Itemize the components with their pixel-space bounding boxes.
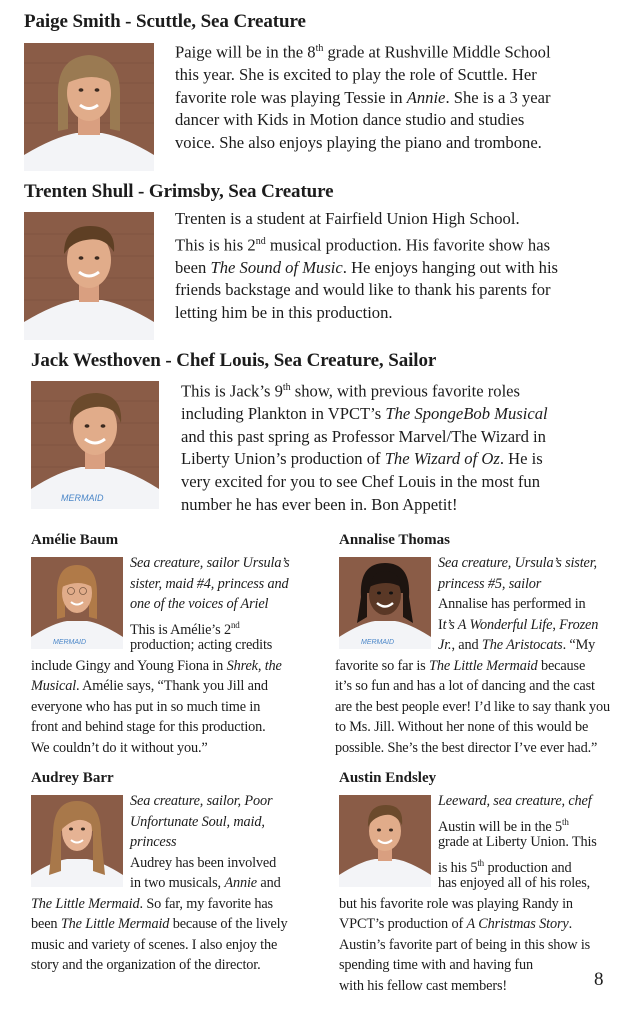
- bio-line: This is his 2nd musical production. His favorite show has: [175, 235, 551, 255]
- bio-line: and this past spring as Professor Marvel/The Wizard in: [181, 426, 546, 446]
- bio-text: [181, 377, 548, 516]
- bio-text: [175, 208, 558, 325]
- bio-line: It’s A Wonderful Life, Frozen: [438, 617, 599, 633]
- bio-line: been The Little Mermaid because of the lively: [31, 916, 288, 932]
- role-line: Unfortunate Soul, maid,: [130, 813, 265, 830]
- bio-line: is his 5th production and: [438, 858, 572, 876]
- bio-line: story and the organization of the director.: [31, 957, 261, 973]
- bio-line: voice. She also enjoys playing the piano and trombone.: [175, 132, 542, 152]
- bio-paige-smith: [24, 11, 623, 152]
- bio-line: Paige will be in the 8th grade at Rushville Middle School: [175, 42, 551, 62]
- bio-line: with his fellow cast members!: [339, 978, 507, 994]
- cast-name-heading: Trenten Shull - Grimsby, Sea Creature: [24, 181, 334, 202]
- bio-line: spending time with and having fun: [339, 957, 533, 973]
- bio-jack-westhoven: [31, 350, 623, 514]
- cast-photo: [339, 795, 431, 887]
- cast-photo: [31, 795, 123, 887]
- bio-trenten-shull: [24, 181, 623, 322]
- bio-line: Audrey has been involved: [130, 855, 277, 871]
- bio-line: VPCT’s production of A Christmas Story.: [339, 916, 572, 932]
- role-line: princess: [130, 834, 177, 850]
- cast-photo: [24, 212, 154, 340]
- role-line: sister, maid #4, princess and: [130, 575, 289, 592]
- cast-name-heading: Amélie Baum: [31, 532, 119, 548]
- bio-line: it’s so fun and has a lot of dancing and the cast: [335, 678, 595, 694]
- bio-line: Liberty Union’s production of The Wizard of Oz. He is: [181, 449, 543, 469]
- cast-name-heading: Austin Endsley: [339, 770, 437, 786]
- bio-line: grade at Liberty Union. This: [438, 834, 597, 850]
- bio-annalise-thomas: [335, 531, 637, 756]
- bio-line: Trenten is a student at Fairfield Union High School.: [175, 209, 520, 228]
- bio-line: favorite so far is The Little Mermaid because: [335, 658, 586, 674]
- bio-line: Annalise has performed in: [438, 596, 586, 612]
- cast-name-heading: Annalise Thomas: [339, 532, 451, 548]
- cast-photo: [339, 557, 431, 649]
- bio-line: Austin will be in the 5th: [438, 817, 569, 835]
- cast-name-heading: Paige Smith - Scuttle, Sea Creature: [24, 11, 306, 32]
- bio-austin-endsley: [339, 769, 637, 994]
- svg-text:MERMAID: MERMAID: [61, 493, 104, 503]
- role-line: princess #5, sailor: [438, 575, 542, 592]
- role-text: [130, 553, 290, 615]
- bio-line: everyone who has put in so much time in: [31, 699, 261, 715]
- cast-name-heading: Jack Westhoven - Chef Louis, Sea Creature, Sailor: [31, 350, 437, 371]
- svg-text:MERMAID: MERMAID: [53, 639, 87, 646]
- bio-line: friends backstage and would like to thank his parents for: [175, 280, 551, 300]
- bio-line: but his favorite role was playing Randy in: [339, 896, 573, 912]
- bio-line: including Plankton in VPCT’s The SpongeBob Musical: [181, 404, 548, 424]
- bio-line: number he has ever been in. Bon Appetit!: [181, 494, 458, 514]
- bio-line: This is Jack’s 9th show, with previous favorite roles: [181, 381, 521, 401]
- bio-line: production; acting credits: [130, 637, 273, 653]
- role-line: Leeward, sea creature, chef: [438, 793, 592, 809]
- bio-line: Jr., and The Aristocats. “My: [438, 637, 596, 653]
- bio-line: include Gingy and Young Fiona in Shrek, the: [31, 658, 282, 674]
- bio-text: [175, 38, 551, 155]
- role-text: [438, 553, 597, 594]
- bio-line: We couldn’t do it without you.”: [31, 740, 208, 756]
- bio-line: been The Sound of Music. He enjoys hanging out with his: [175, 257, 559, 277]
- role-text: [438, 791, 592, 812]
- role-text: [130, 791, 272, 853]
- bio-line: in two musicals, Annie and: [130, 875, 281, 891]
- bio-line: Austin’s favorite part of being in this show is: [339, 937, 591, 953]
- cast-photo: [24, 43, 154, 171]
- bio-line: letting him be in this production.: [175, 302, 393, 322]
- bio-line: dancer with Kids in Motion dance studio and studies: [175, 110, 525, 130]
- bio-line: favorite role was playing Tessie in Annie. She is a 3 year: [175, 87, 551, 107]
- page-number: 8: [594, 969, 604, 990]
- bio-line: to Ms. Jill. Without her none of this would be: [335, 719, 589, 735]
- bio-line: possible. She’s the best director I’ve ever had.”: [335, 740, 598, 756]
- cast-photo: [31, 557, 123, 649]
- bio-line: This is Amélie’s 2nd: [130, 620, 240, 638]
- role-line: Sea creature, Ursula’s sister,: [438, 555, 597, 571]
- cast-name-heading: Audrey Barr: [31, 770, 114, 786]
- role-line: Sea creature, sailor, Poor: [130, 793, 273, 809]
- bio-line: music and variety of scenes. I also enjoy the: [31, 937, 278, 953]
- bio-audrey-barr: [31, 769, 331, 973]
- bio-line: are the best people ever! I’d like to say thank you: [335, 699, 611, 715]
- bio-line: front and behind stage for this production.: [31, 719, 266, 735]
- bio-line: has enjoyed all of his roles,: [438, 875, 591, 891]
- role-line: Sea creature, sailor Ursula’s: [130, 555, 290, 571]
- cast-photo: [31, 381, 159, 509]
- bio-amelie-baum: [31, 531, 331, 756]
- bio-line: this year. She is excited to play the role of Scuttle. Her: [175, 65, 537, 85]
- bio-line: Musical. Amélie says, “Thank you Jill and: [31, 678, 268, 694]
- role-line: one of the voices of Ariel: [130, 596, 269, 612]
- svg-text:MERMAID: MERMAID: [361, 639, 395, 646]
- bio-line: The Little Mermaid. So far, my favorite has: [31, 896, 273, 912]
- bio-line: very excited for you to see Chef Louis in the most fun: [181, 471, 540, 491]
